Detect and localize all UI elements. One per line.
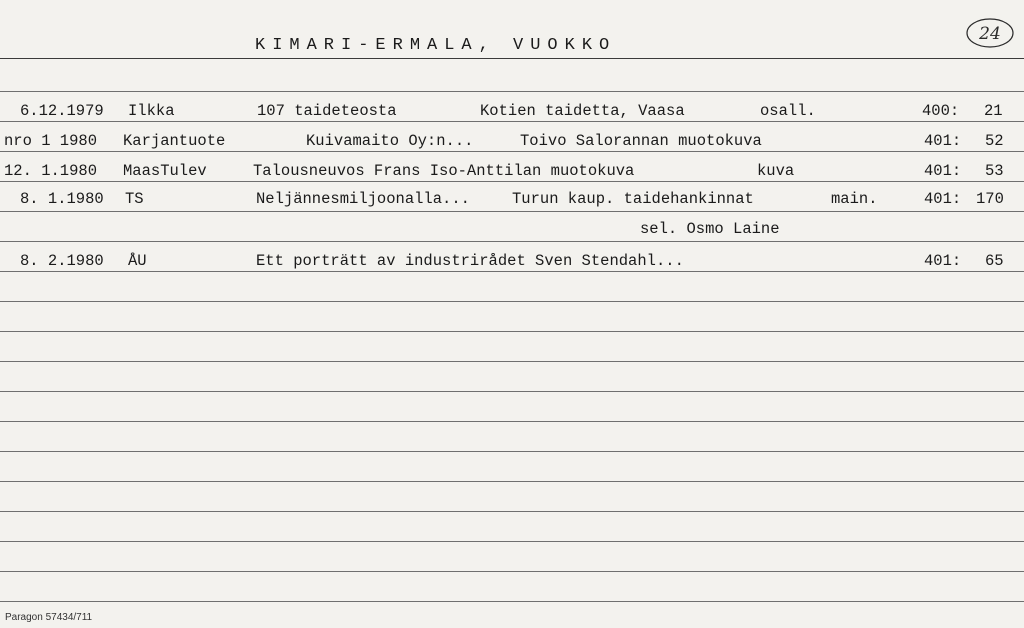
entry-source: Ilkka [128,102,175,120]
rule-line [0,301,1024,302]
entry-source: ÅU [128,252,147,270]
printer-imprint: Paragon 57434/711 [5,612,93,623]
rule-line [0,121,1024,122]
entry-date: 8. 1.1980 [20,190,104,208]
rule-line [0,511,1024,512]
entry-title: Ett porträtt av industrirådet Sven Stendahl... [256,252,684,270]
rule-line [0,91,1024,92]
rule-line [0,601,1024,602]
rule-line [0,451,1024,452]
entry-ref: 400: [922,102,960,120]
rule-line [0,481,1024,482]
entry-description: Turun kaup. taidehankinnat [512,190,754,208]
entry-title: Neljännesmiljoonalla... [256,190,470,208]
rule-line [0,271,1024,272]
entry-description: Kotien taidetta, Vaasa [480,102,685,120]
rule-line [0,181,1024,182]
rule-line [0,241,1024,242]
entry-page: 21 [984,102,1003,120]
entry-date: 6.12.1979 [20,102,104,120]
rule-line [0,211,1024,212]
entry-description: Toivo Salorannan muotokuva [520,132,762,150]
entry-ref: 401: [924,162,962,180]
entry-date: 12. 1.1980 [4,162,98,180]
rule-line [0,571,1024,572]
entry-note: osall. [760,102,816,120]
entry-note: main. [831,190,878,208]
entry-date: nro 1 1980 [4,132,98,150]
entry-title: Kuivamaito Oy:n... [306,132,474,150]
entry-page: 65 [985,252,1004,270]
card-number: 24 [979,24,1001,44]
entry-extra: sel. Osmo Laine [640,220,780,238]
entry-source: TS [125,190,144,208]
entry-source: MaasTulev [123,162,207,180]
rule-line [0,58,1024,59]
card-title: KIMARI-ERMALA, VUOKKO [255,36,617,55]
entry-source: Karjantuote [123,132,226,150]
entry-note: kuva [757,162,795,180]
rule-line [0,541,1024,542]
entry-page: 53 [985,162,1004,180]
rule-line [0,421,1024,422]
entry-ref: 401: [924,252,962,270]
rule-line [0,361,1024,362]
rule-line [0,331,1024,332]
rule-line [0,151,1024,152]
entry-page: 52 [985,132,1004,150]
entry-ref: 401: [924,190,962,208]
entry-date: 8. 2.1980 [20,252,104,270]
entry-title: Talousneuvos Frans Iso-Anttilan muotokuva [253,162,635,180]
entry-page: 170 [976,190,1004,208]
rule-line [0,391,1024,392]
entry-ref: 401: [924,132,962,150]
entry-title: 107 taideteosta [257,102,397,120]
card-number-circle [964,16,1016,50]
